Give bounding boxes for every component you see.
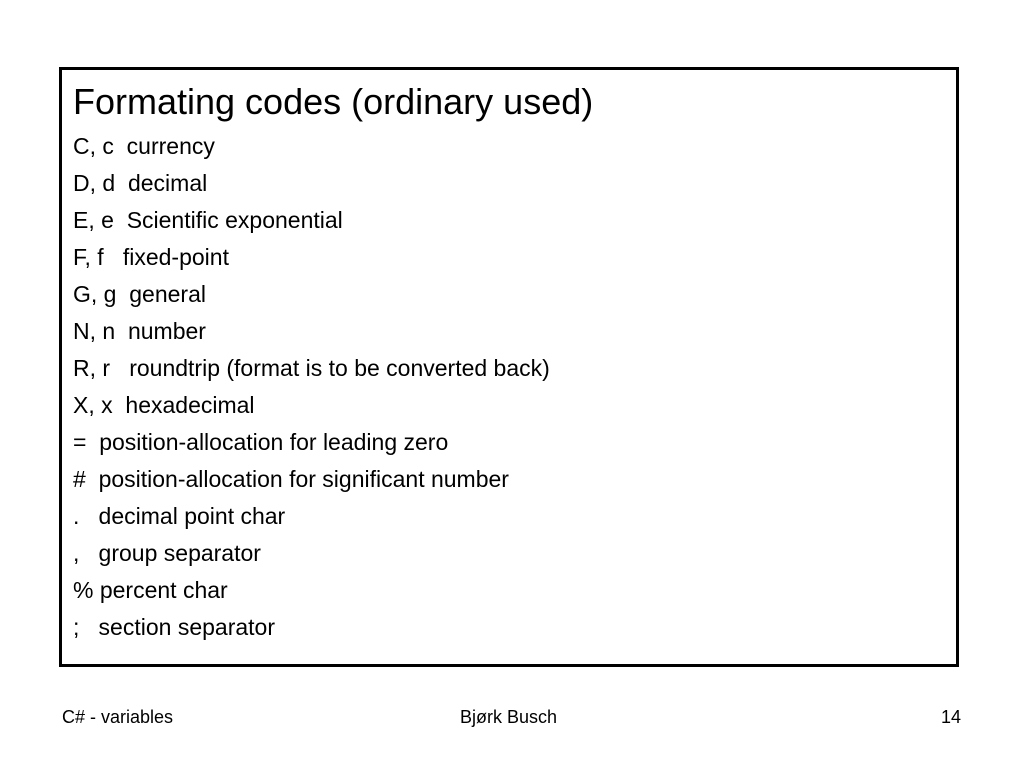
list-item: = position-allocation for leading zero	[73, 429, 449, 455]
list-item: N, n number	[73, 318, 206, 344]
list-item: % percent char	[73, 577, 228, 603]
footer-course-title: C# - variables	[62, 707, 174, 727]
list-item: R, r roundtrip (format is to be converted back)	[73, 355, 550, 381]
format-code-list	[73, 128, 550, 646]
content-box	[59, 67, 959, 667]
list-item: ; section separator	[73, 614, 275, 640]
list-item: G, g general	[73, 281, 206, 307]
footer-author: Bjørk Busch	[460, 707, 558, 727]
slide-title: Formating codes (ordinary used)	[73, 81, 594, 122]
list-item: D, d decimal	[73, 170, 208, 196]
list-item: X, x hexadecimal	[73, 392, 255, 418]
list-item: # position-allocation for significant number	[73, 466, 509, 492]
list-item: C, c currency	[73, 133, 215, 159]
list-item: , group separator	[73, 540, 261, 566]
footer-page-number: 14	[941, 707, 962, 727]
list-item: F, f fixed-point	[73, 244, 229, 270]
list-item: E, e Scientific exponential	[73, 207, 343, 233]
list-item: . decimal point char	[73, 503, 286, 529]
